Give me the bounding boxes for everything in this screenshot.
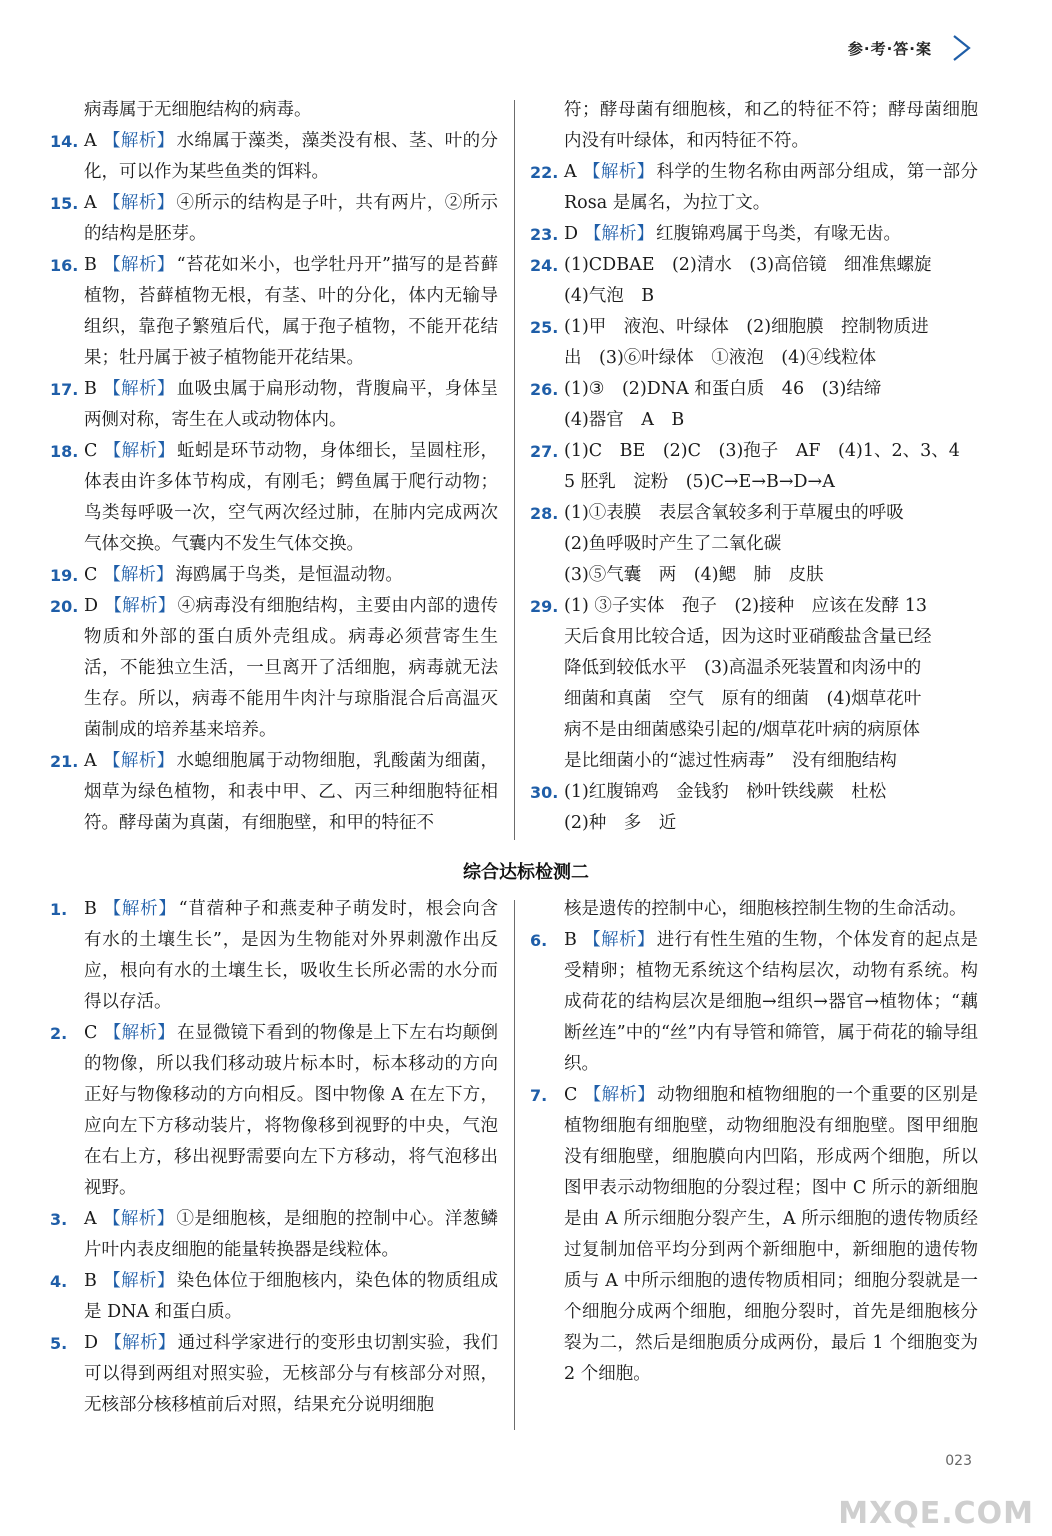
analysis-text: 进行有性生殖的生物，个体发育的起点是受精卵；植物无系统这个结构层次，动物有系统。构成荷花的结构层次是细胞→组织→器官→植物体；“藕断丝连”中的“丝”内有导管和筛管，属于荷花的输导组织。 — [564, 930, 979, 1074]
analysis-tag: 【解析】 — [104, 596, 176, 616]
answer-item — [530, 436, 978, 498]
analysis-tag: 【解析】 — [103, 1023, 176, 1043]
analysis-tag: 【解析】 — [582, 930, 655, 950]
answer-line: (2)种 多 近 — [564, 813, 677, 833]
analysis-text: ④所示的结构是子叶，共有两片，②所示的结构是胚芽。 — [84, 193, 499, 244]
continued-text: 核是遗传的控制中心，细胞核控制生物的生命活动。 — [564, 899, 967, 919]
page-number: 023 — [945, 1453, 972, 1469]
question-number: 15. — [50, 194, 79, 213]
question-number: 5. — [50, 1334, 68, 1353]
question-number: 28. — [530, 504, 559, 523]
answer-choice: D — [564, 224, 579, 244]
answer-item — [50, 126, 498, 188]
answers-column-left-top — [50, 95, 498, 839]
analysis-text: 在显微镜下看到的物像是上下左右均颠倒的物像，所以我们移动玻片标本时，标本移动的方向正好与物像移动的方向相反。图中物像 A 在左下方，应向左下方移动装片，将物像移到视野的中央，气泡在右上方，移出视野需要向左下方移动，将气泡移出视野。 — [84, 1023, 499, 1198]
answer-line: 出 (3)⑥叶绿体 ①液泡 (4)④线粒体 — [564, 348, 877, 368]
question-number: 1. — [50, 900, 68, 919]
column-divider-bottom — [514, 900, 515, 1430]
answer-line: 是比细菌小的“滤过性病毒” 没有细胞结构 — [564, 751, 897, 771]
answer-item — [530, 777, 978, 839]
answer-item — [530, 1080, 978, 1390]
continued-text: 病毒属于无细胞结构的病毒。 — [84, 100, 312, 120]
answer-line: (1)③ (2)DNA 和蛋白质 46 (3)结缔 — [564, 379, 882, 399]
question-number: 19. — [50, 566, 79, 585]
analysis-text: 动物细胞和植物细胞的一个重要的区别是植物细胞有细胞壁，动物细胞没有细胞壁。图甲细胞没有细胞壁，细胞膜向内凹陷，形成两个细胞，所以图甲表示动物细胞的分裂过程；图中 C 所示的新细胞是由 A 所示细胞分裂产生，A 所示细胞的遗传物质经过复制加倍平均分到两个新细胞中，新细胞的遗传物质与 A 中所示细胞的遗传物质相同；细胞分裂就是一个细胞分成两个细胞，细胞分裂时，首先是细胞核分裂为二，然后是细胞质分成两份，最后 1 个细胞变为 2 个细胞。 — [564, 1085, 979, 1384]
analysis-tag: 【解析】 — [583, 1085, 656, 1105]
answer-line: (1)C BE (2)C (3)孢子 AF (4)1、2、3、4 — [564, 441, 960, 461]
analysis-text: 蚯蚓是环节动物，身体细长，呈圆柱形，体表由许多体节构成，有刚毛；鳄鱼属于爬行动物；鸟类每呼吸一次，空气两次经过肺，在肺内完成两次气体交换。气囊内不发生气体交换。 — [84, 441, 499, 554]
question-number: 6. — [530, 931, 548, 950]
analysis-tag: 【解析】 — [103, 565, 174, 585]
answer-item — [530, 374, 978, 436]
answer-item — [530, 312, 978, 374]
watermark-logo: MXQE.COM — [838, 1496, 1034, 1531]
answer-choice: C — [84, 441, 98, 461]
analysis-tag: 【解析】 — [582, 162, 655, 182]
answer-line: (2)鱼呼吸时产生了二氧化碳 — [564, 534, 782, 554]
answer-item — [530, 498, 978, 591]
answer-choice: B — [84, 899, 97, 919]
answer-item — [530, 157, 978, 219]
question-number: 23. — [530, 225, 559, 244]
analysis-text: 科学的生物名称由两部分组成，第一部分 Rosa 是属名，为拉丁文。 — [564, 162, 979, 213]
answer-line: 降低到较低水平 (3)高温杀死装置和肉汤中的 — [564, 658, 922, 678]
answer-item — [50, 1204, 498, 1266]
analysis-text: “苔花如米小，也学牡丹开”描写的是苔藓植物，苔藓植物无根，有茎、叶的分化，体内无输导组织，靠孢子繁殖后代，属于孢子植物，不能开花结果；牡丹属于被子植物能开花结果。 — [84, 255, 498, 368]
analysis-text: 红腹锦鸡属于鸟类，有喙无齿。 — [656, 224, 902, 244]
question-number: 7. — [530, 1086, 548, 1105]
answer-item — [50, 188, 498, 250]
answer-choice: B — [84, 1271, 97, 1291]
question-number: 14. — [50, 132, 79, 151]
answer-item — [530, 219, 978, 250]
analysis-tag: 【解析】 — [102, 255, 175, 275]
section-title: 综合达标检测二 — [463, 862, 589, 883]
answer-line: 5 胚乳 淀粉 (5)C→E→B→D→A — [564, 472, 835, 492]
answer-item — [50, 250, 498, 374]
analysis-tag: 【解析】 — [102, 1209, 175, 1229]
question-number: 2. — [50, 1024, 68, 1043]
question-number: 24. — [530, 256, 559, 275]
answer-choice: C — [84, 1023, 98, 1043]
answer-line: (1) ③子实体 孢子 (2)接种 应该在发酵 13 — [564, 596, 927, 616]
answers-column-left-bottom — [50, 894, 498, 1421]
question-number: 21. — [50, 752, 79, 771]
answer-choice: B — [84, 379, 97, 399]
answer-line: (1)甲 液泡、叶绿体 (2)细胞膜 控制物质进 — [564, 317, 929, 337]
question-number: 17. — [50, 380, 79, 399]
analysis-text: 血吸虫属于扁形动物，背腹扁平，身体呈两侧对称，寄生在人或动物体内。 — [84, 379, 499, 430]
analysis-text: 染色体位于细胞核内，染色体的物质组成是 DNA 和蛋白质。 — [84, 1271, 499, 1322]
answer-line: (4)气泡 B — [564, 286, 655, 306]
question-number: 20. — [50, 597, 79, 616]
answers-column-right-top — [530, 95, 978, 839]
analysis-tag: 【解析】 — [102, 379, 175, 399]
analysis-text: “苜蓿种子和燕麦种子萌发时，根会向含有水的土壤生长”，是因为生物能对外界刺激作出反应，根向有水的土壤生长，吸收生长所必需的水分而得以存活。 — [84, 899, 498, 1012]
answer-line: (1)①表膜 表层含氧较多利于草履虫的呼吸 — [564, 503, 904, 523]
question-number: 25. — [530, 318, 559, 337]
answer-item — [50, 591, 498, 746]
question-number: 3. — [50, 1210, 68, 1229]
answer-line: 细菌和真菌 空气 原有的细菌 (4)烟草花叶 — [564, 689, 922, 709]
continued-text: 符；酵母菌有细胞核，和乙的特征不符；酵母菌细胞内没有叶绿体，和丙特征不符。 — [564, 100, 978, 151]
answer-item — [50, 894, 498, 1018]
answer-line: 天后食用比较合适，因为这时亚硝酸盐含量已经 — [564, 627, 932, 647]
analysis-tag: 【解析】 — [102, 193, 175, 213]
question-number: 30. — [530, 783, 559, 802]
answer-item — [50, 1018, 498, 1204]
answer-choice: B — [564, 930, 577, 950]
answer-choice: A — [84, 131, 97, 151]
answer-choice: A — [84, 193, 97, 213]
answer-choice: B — [84, 255, 97, 275]
answer-item — [530, 591, 978, 777]
answer-line: (1)CDBAE (2)清水 (3)高倍镜 细准焦螺旋 — [564, 255, 932, 275]
answer-line: (3)⑤气囊 两 (4)鳃 肺 皮肤 — [564, 565, 824, 585]
question-number: 16. — [50, 256, 79, 275]
question-number: 18. — [50, 442, 79, 461]
answer-choice: A — [564, 162, 577, 182]
answer-choice: A — [84, 1209, 97, 1229]
question-number: 4. — [50, 1272, 68, 1291]
analysis-tag: 【解析】 — [102, 751, 175, 771]
answer-item — [50, 746, 498, 839]
analysis-tag: 【解析】 — [102, 899, 177, 919]
answer-item — [50, 436, 498, 560]
analysis-text: 通过科学家进行的变形虫切割实验，我们可以得到两组对照实验，无核部分与有核部分对照，无核部分核移植前后对照，结果充分说明细胞 — [84, 1333, 499, 1415]
answer-choice: A — [84, 751, 97, 771]
answers-column-right-bottom — [530, 894, 978, 1390]
question-number: 22. — [530, 163, 559, 182]
question-number: 26. — [530, 380, 559, 399]
answer-choice: C — [84, 565, 98, 585]
analysis-tag: 【解析】 — [103, 441, 176, 461]
answer-item — [50, 1266, 498, 1328]
analysis-text: 海鸥属于鸟类，是恒温动物。 — [175, 565, 403, 585]
header-title: 参·考·答·案 — [847, 39, 932, 58]
answer-item — [50, 560, 498, 591]
answer-item — [50, 374, 498, 436]
answer-choice: D — [84, 596, 99, 616]
page-header — [848, 34, 972, 62]
analysis-text: ①是细胞核，是细胞的控制中心。洋葱鳞片叶内表皮细胞的能量转换器是线粒体。 — [84, 1209, 499, 1260]
analysis-text: 水螅细胞属于动物细胞，乳酸菌为细菌，烟草为绿色植物，和表中甲、乙、丙三种细胞特征相符。酵母菌为真菌，有细胞壁，和甲的特征不 — [84, 751, 499, 833]
analysis-tag: 【解析】 — [102, 131, 175, 151]
answer-item — [50, 1328, 498, 1421]
analysis-text: ④病毒没有细胞结构，主要由内部的遗传物质和外部的蛋白质外壳组成。病毒必须营寄生生活，不能独立生活，一旦离开了活细胞，病毒就无法生存。所以，病毒不能用牛肉汁与琼脂混合后高温灭菌制成的培养基来培养。 — [84, 596, 499, 740]
analysis-tag: 【解析】 — [584, 224, 655, 244]
answer-choice: C — [564, 1085, 578, 1105]
analysis-tag: 【解析】 — [104, 1333, 176, 1353]
answer-line: (1)红腹锦鸡 金钱豹 桫叶铁线蕨 杜松 — [564, 782, 887, 802]
analysis-tag: 【解析】 — [102, 1271, 175, 1291]
answer-line: (4)器官 A B — [564, 410, 685, 430]
answer-line: 病不是由细菌感染引起的/烟草花叶病的病原体 — [564, 720, 920, 740]
answer-choice: D — [84, 1333, 99, 1353]
question-number: 27. — [530, 442, 559, 461]
question-number: 29. — [530, 597, 559, 616]
answer-item — [530, 250, 978, 312]
column-divider-top — [514, 100, 515, 840]
answer-item — [530, 925, 978, 1080]
chevron-right-icon — [950, 34, 972, 62]
analysis-text: 水绵属于藻类，藻类没有根、茎、叶的分化，可以作为某些鱼类的饵料。 — [84, 131, 499, 182]
